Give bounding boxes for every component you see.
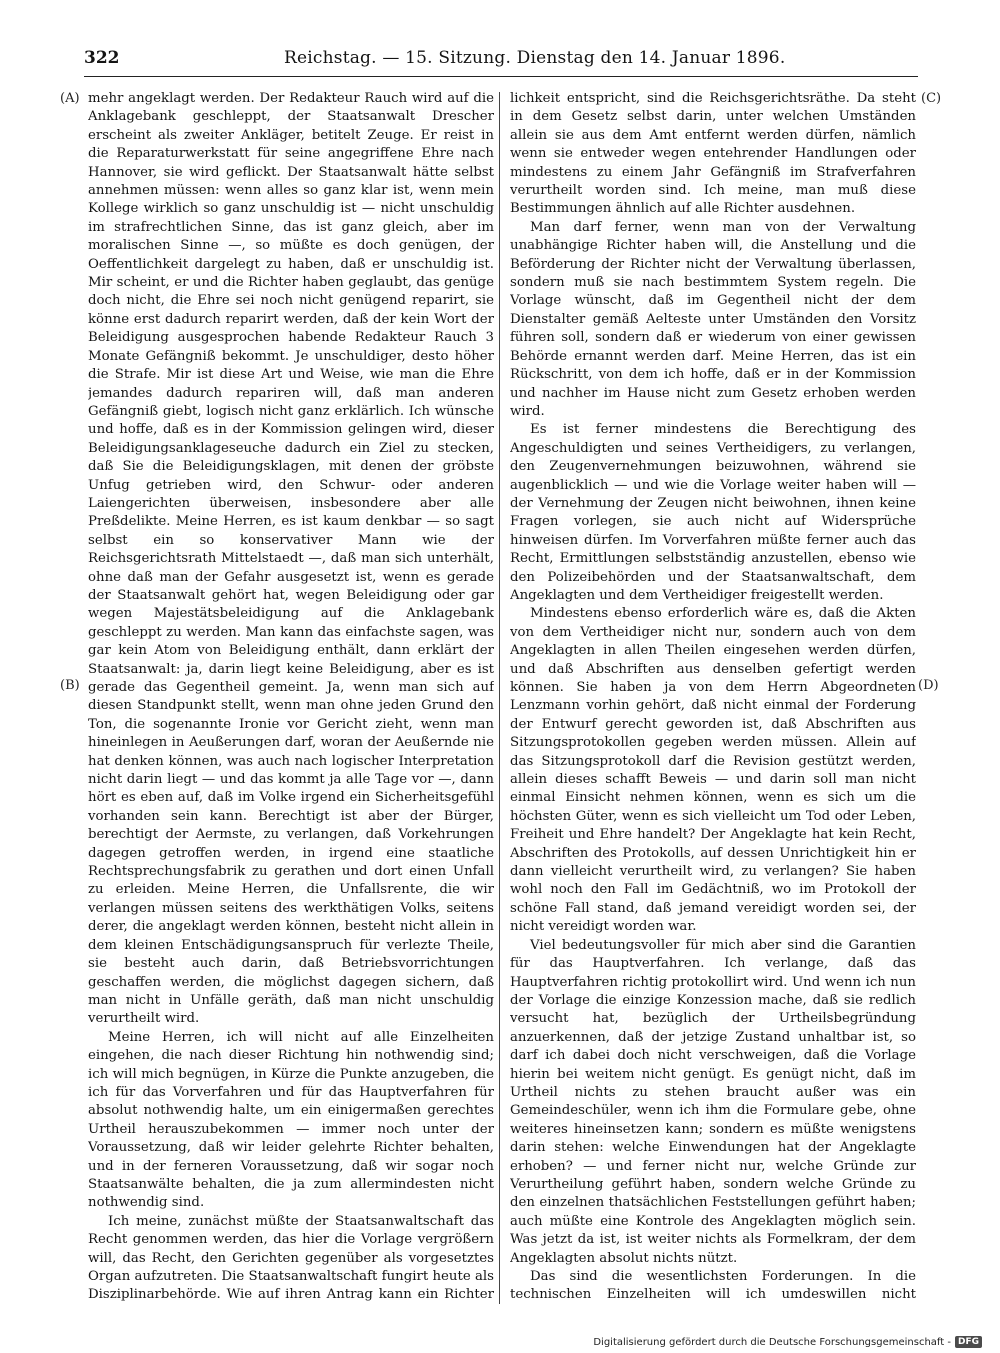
paragraph: Ich meine, zunächst müßte der Staatsanwaltschaft das Recht genommen werden, das hier die Vorlage vergrößern will, das Recht, den Gerichten gegenüber als vorgesetztes Organ aufzutreten. Die Staatsanwaltschaft fungirt heute als Disziplinarbehörde. Wie auf ihren Antrag kann ein Richter: [88, 1213, 494, 1302]
paragraph: Viel bedeutungsvoller für mich aber sind die Garantien für das Hauptverfahren. Ich verlange, daß das Hauptverfahren richtig protokollirt wird. Und wenn ich nun der Vorlage die einzige Konzession mache, daß sie redlich versucht hat, bezüglich der Urtheilsbegründung anzuerkennen, daß der jetzige Zustand unhaltbar ist, so darf ich dabei doch nicht verschweigen, daß die Vorlage hierin bei weitem nicht genügt. Es genügt nicht, daß im Urtheil nichts zu stehen braucht außer was ein Gemeindeschüler, wenn ich ihm die Formulare gebe, ohne weiteres hineinsetzen kann; sondern es müßte wenigstens darin stehen: welche Einwendungen hat der Angeklagte erhoben? — und ferner nicht nur, welche Gründe zur Verurtheilung geführt haben, sondern welche Gründe zu den einzelnen thatsächlichen Feststellungen geführt haben; auch müßte eine Kontrole des Angeklagten möglich sein. Was jetzt da ist, ist weiter nichts als Formelkram, der dem Angeklagten absolut nichts nützt.: [510, 937, 916, 1266]
footer-credit: [593, 1336, 982, 1348]
paragraph: Man darf ferner, wenn man von der Verwaltung unabhängige Richter haben will, die Anstellung und die Beförderung der Richter nicht der Verwaltung überlassen, sondern muß sie nach bestimmtem System regeln. Die Vorlage wünscht, daß im Gegentheil nicht der dem Dienstalter gemäß Aelteste unter Umständen den Vorsitz führen soll, sondern daß er wiederum von einer gewissen Behörde ernannt werden darf. Meine Herren, das ist ein Rückschritt, von dem ich hoffe, daß er in der Kommission und nachher im Hause nicht zum Gesetz erhoben werden wird.: [510, 219, 916, 419]
paragraph: Das sind die wesentlichsten Forderungen. In die technischen Einzelheiten will ich umdeswillen nicht: [510, 1269, 916, 1302]
running-head: Reichstag. — 15. Sitzung. Dienstag den 14. Januar 1896.: [284, 48, 786, 68]
footer-text: Digitalisierung gefördert durch die Deutsche Forschungsgemeinschaft -: [593, 1336, 951, 1348]
paragraph: Mindestens ebenso erforderlich wäre es, daß die Akten von dem Vertheidiger nicht nur, sondern auch von dem Angeklagten in allen Theilen eingesehen werden dürfen, und daß Abschriften aus denselben gefertigt werden können. Sie haben ja von dem Herrn Abgeordneten Lenzmann vorhin gehört, daß nicht einmal der Forderung der Entwurf gerecht geworden ist, daß Abschriften aus Sitzungsprotokollen gegeben werden müssen. Allein auf das Sitzungsprotokoll darf die Revision gestützt werden, allein dieses schafft Beweis — und darin soll man nicht einmal Einsicht nehmen können, wenn es sich um die höchsten Güter, wenn es sich vielleicht um Tod oder Leben, Freiheit und Ehre handelt? Der Angeklagte hat kein Recht, Abschriften des Protokolls, auf dessen Unrichtigkeit hin er dann vielleicht verurtheilt wird, zu verlangen? Sie haben wohl noch den Fall im Gedächtniß, wo im Protokoll der schöne Fall stand, daß jemand vereidigt worden sei, der nicht vereidigt worden war.: [510, 606, 916, 935]
page-number: 322: [84, 48, 120, 68]
dfg-logo: DFG: [955, 1336, 982, 1348]
right-column: [510, 90, 916, 1302]
margin-marker-b: (B): [60, 678, 80, 693]
paragraph: mehr angeklagt werden. Der Redakteur Rauch wird auf die Anklagebank geschleppt, der Staatsanwalt Drescher erscheint als zweiter Ankläger, betitelt Zeuge. Er reist in die Reparaturwerkstatt für seine angegriffene Ehre nach Hannover, sie wird geflickt. Der Staatsanwalt hätte selbst annehmen müssen: wenn alles so ganz klar ist, wenn mein Kollege wirklich so ganz unschuldig ist — nicht unschuldig im strafrechtlichen Sinne, das ist ganz gleich, aber im moralischen Sinne —, so müßte es doch genügen, der Oeffentlichkeit dargelegt zu haben, daß er unschuldig ist. Mir scheint, er und die Richter haben geglaubt, das genüge doch nicht, die Ehre sei noch nicht genügend reparirt, sie könne erst dadurch reparirt werden, daß der kein Wort der Beleidigung ausgesprochen habende Redakteur Rauch 3 Monate Gefängniß bekommt. Je unschuldiger, desto höher die Strafe. Mir ist diese Art und Weise, wie man die Ehre jemandes dadurch repariren will, daß man anderen Gefängniß giebt, logisch nicht ganz erklärlich. Ich wünsche und hoffe, daß es in der Kommission gelingen wird, dieser Beleidigungsanklageseuche dadurch ein Ziel zu stecken, daß Sie die Beleidigungsklagen, mit denen der gröbste Unfug getrieben wird, den Schwur- oder anderen Laiengerichten überweisen, insbesondere aber alle Preßdelikte. Meine Herren, es ist kaum denkbar — so sagt selbst ein so konservativer Mann wie der Reichsgerichtsrath Mittelstaedt —, daß man sich unterhält, ohne daß man der Gefahr ausgesetzt ist, wenn es gerade der Staatsanwalt gehört hat, wegen Beleidigung oder gar wegen Majestätsbeleidigung auf die Anklagebank geschleppt zu werden. Man kann das einfachste sagen, was gar kein Atom von Beleidigung enthält, dann erklärt der Staatsanwalt: ja, darin liegt keine Beleidigung, aber es ist gerade das Gegentheil gemeint. Ja, wenn man sich auf diesen Standpunkt stellt, wenn man ohne jeden Grund den Ton, die sogenannte Ironie vor Gericht zieht, wenn man hineinlegen in Aeußerungen darf, woran der Aeußernde nie hat denken können, was auch nach logischer Interpretation nicht darin liegt — und das kommt ja alle Tage vor —, dann hört es eben auf, daß im Volke irgend ein Sicherheitsgefühl vorhanden sein kann. Berechtigt ist aber der Bürger, berechtigt der Aermste, zu verlangen, daß Vorkehrungen dagegen getroffen werden, in irgend eine staatliche Rechtsprechungsfabrik zu gerathen und dort einen Unfall zu erleiden. Meine Herren, die Unfallsrente, die wir verlangen müssen seitens des werkthätigen Volks, seitens derer, die angeklagt werden können, besteht nicht allein in dem kleinen Entschädigungsanspruch für verlezte Theile, sie besteht auch darin, daß Betriebsvorrichtungen geschaffen werden, die möglichst dagegen sichern, daß man nicht in Unfälle geräth, daß man nicht unschuldig verurtheilt wird.: [88, 91, 494, 1027]
margin-marker-c: (C): [921, 91, 942, 106]
margin-marker-d: (D): [918, 678, 939, 693]
margin-marker-a: (A): [60, 91, 80, 106]
paragraph: lichkeit entspricht, sind die Reichsgerichtsräthe. Da steht in dem Gesetz selbst darin, unter welchen Umständen allein sie aus dem Amt entfernt werden dürfen, nämlich wenn sie entweder wegen entehrender Handlungen oder mindestens zu einem Jahr Gefängniß im Strafverfahren verurtheilt worden sind. Ich meine, man muß diese Bestimmungen ähnlich auf alle Richter ausdehnen.: [510, 91, 916, 217]
paragraph: Meine Herren, ich will nicht auf alle Einzelheiten eingehen, die nach dieser Richtung hin nothwendig sind; ich will mich begnügen, in Kürze die Punkte anzugeben, die ich für das Vorverfahren und für das Hauptverfahren für absolut nothwendig halte, um ein einigermaßen gerechtes Urtheil herauszubekommen — immer noch unter der Voraussetzung, daß wir leider gelehrte Richter behalten, und in der ferneren Voraussetzung, daß wir sogar noch Staatsanwälte behalten, die ja zum allermindesten nicht nothwendig sind.: [88, 1029, 494, 1211]
paragraph: Es ist ferner mindestens die Berechtigung des Angeschuldigten und seines Vertheidigers, zu verlangen, den Zeugenvernehmungen beizuwohnen, während sie augenblicklich — und wie die Vorlage weiter haben will — der Vernehmung der Zeugen nicht beiwohnen, ihnen keine Fragen vorlegen, sie auch nicht auf Widersprüche hinweisen dürfen. Im Vorverfahren müßte ferner auch das Recht, Ermittlungen selbstständig anzustellen, ebenso wie den Polizeibehörden und der Staatsanwaltschaft, dem Angeklagten und dem Vertheidiger freigestellt werden.: [510, 422, 916, 603]
page-header: [84, 46, 918, 77]
left-column: [88, 90, 494, 1302]
column-divider: [499, 92, 500, 1304]
